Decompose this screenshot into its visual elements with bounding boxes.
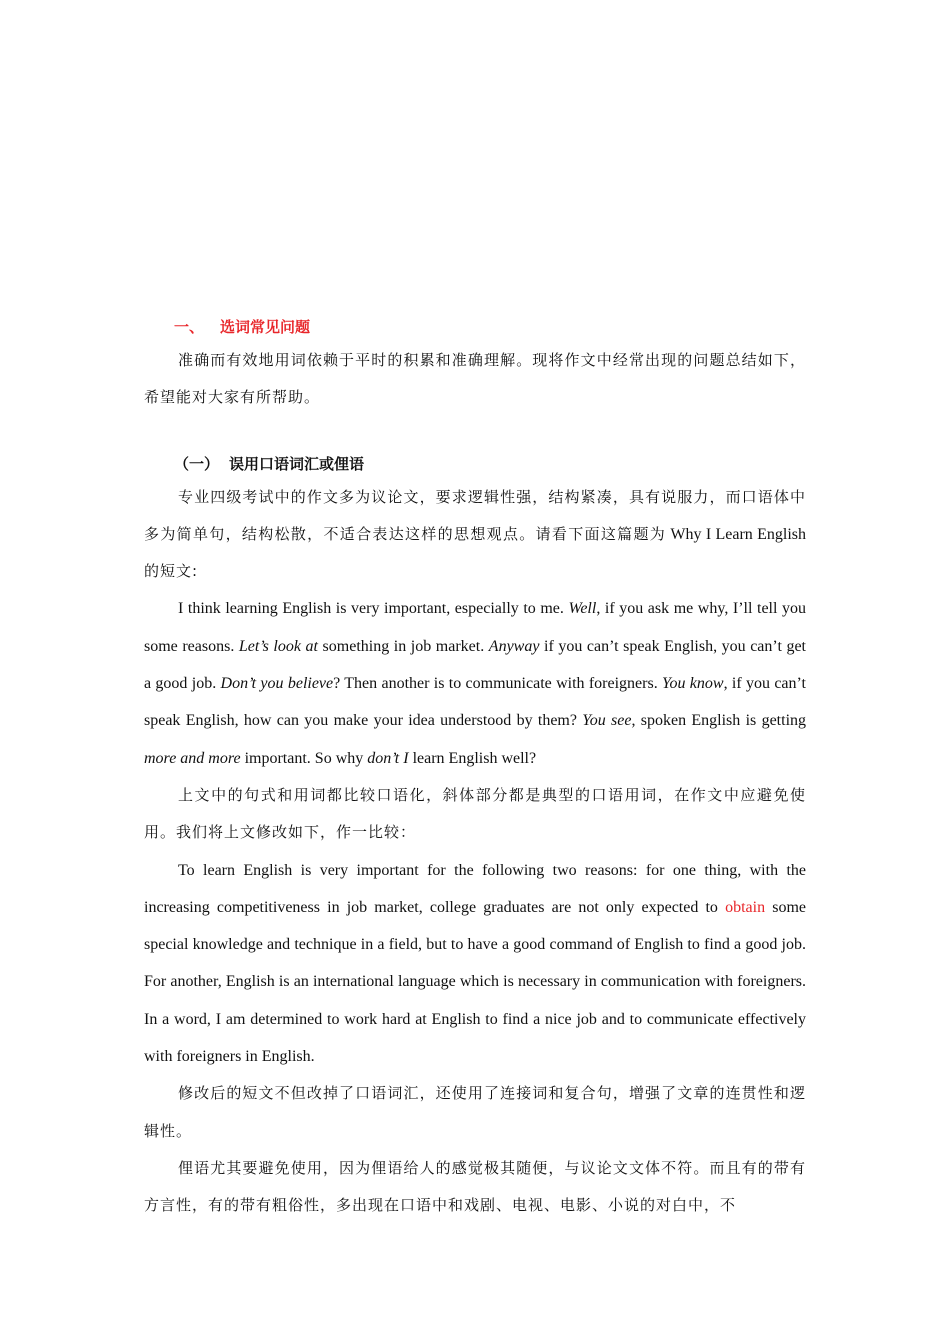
intro-paragraph: 准确而有效地用词依赖于平时的积累和准确理解。现将作文中经常出现的问题总结如下，希望能对大家有所帮助。 [144, 351, 806, 407]
sample-text: ? Then another is to communicate with foreigners. [333, 675, 663, 693]
sample-text: I think learning English is very important, especially to me. [178, 600, 569, 618]
spacer [144, 417, 806, 449]
subsection-heading [144, 449, 806, 479]
paragraph-summary: 修改后的短文不但改掉了口语词汇，还使用了连接词和复合句，增强了文章的连贯性和逻辑性。 [144, 1084, 806, 1140]
sample-text: learn English well? [408, 749, 537, 767]
essay-title-inline: Why I Learn English [666, 525, 806, 543]
section-heading [144, 312, 806, 342]
revised-text: To learn English is very important for the following two reasons: for one thing, with the increasing competitiveness in job market, college graduates are not only expected to [144, 861, 806, 916]
subsection-title: 误用口语词汇或俚语 [229, 454, 365, 473]
revised-text: some special knowledge and technique in a field, but to have a good command of English to find a good job. For another, English is an international language which is necessary in communication with foreigners. In a word, I am determined to work hard at English to find a nice job and to communicate effectively with foreigners in English. [144, 898, 806, 1066]
sample-text: , spoken English is getting [631, 712, 807, 730]
sample-text: something in job market. [317, 637, 489, 655]
sample-text: , if you can’t speak English, how can you make your idea understood by them? [144, 675, 807, 730]
sample-text: if you can’t speak English, you can’t get a good job. [144, 637, 807, 693]
colloquial-phrase: Let’s look at [238, 637, 318, 655]
paragraph-slang: 俚语尤其要避免使用，因为俚语给人的感觉极其随便，与议论文文体不符。而且有的带有方言性，有的带有粗俗性，多出现在口语中和戏剧、电视、电影、小说的对白中，不 [144, 1158, 806, 1215]
colloquial-phrase: Anyway [488, 637, 540, 655]
subsection-number: （一） [174, 454, 220, 473]
sample-text: important. So why [240, 749, 368, 767]
colloquial-phrase: more and more [144, 749, 241, 767]
document-body [144, 312, 806, 1225]
colloquial-phrase: You know [662, 675, 724, 693]
paragraph-text: 专业四级考试中的作文多为议论文，要求逻辑性强，结构紧凑，具有说服力，而口语体中多为简单句，结构松散，不适合表达这样的思想观点。请看下面这篇题为 [144, 487, 806, 543]
colloquial-phrase: Don’t you believe [220, 675, 334, 693]
colloquial-phrase: don’t I [367, 749, 409, 767]
colloquial-phrase: Well [568, 600, 597, 618]
sample-text: , if you ask me why, I’ll tell you some reasons. [144, 600, 806, 655]
highlighted-word: obtain [725, 898, 766, 916]
section-title: 选词常见问题 [220, 318, 311, 336]
section-number: 一、 [174, 318, 205, 336]
sample-essay-colloquial [144, 590, 806, 776]
paragraph-comment: 上文中的句式和用词都比较口语化，斜体部分都是典型的口语用词，在作文中应避免使用。我们将上文修改如下，作一比较： [144, 785, 806, 842]
paragraph-exam-context [144, 479, 806, 591]
sample-essay-revised [144, 852, 806, 1076]
paragraph-text-end: 的短文: [144, 562, 199, 581]
colloquial-phrase: You see [582, 712, 632, 730]
